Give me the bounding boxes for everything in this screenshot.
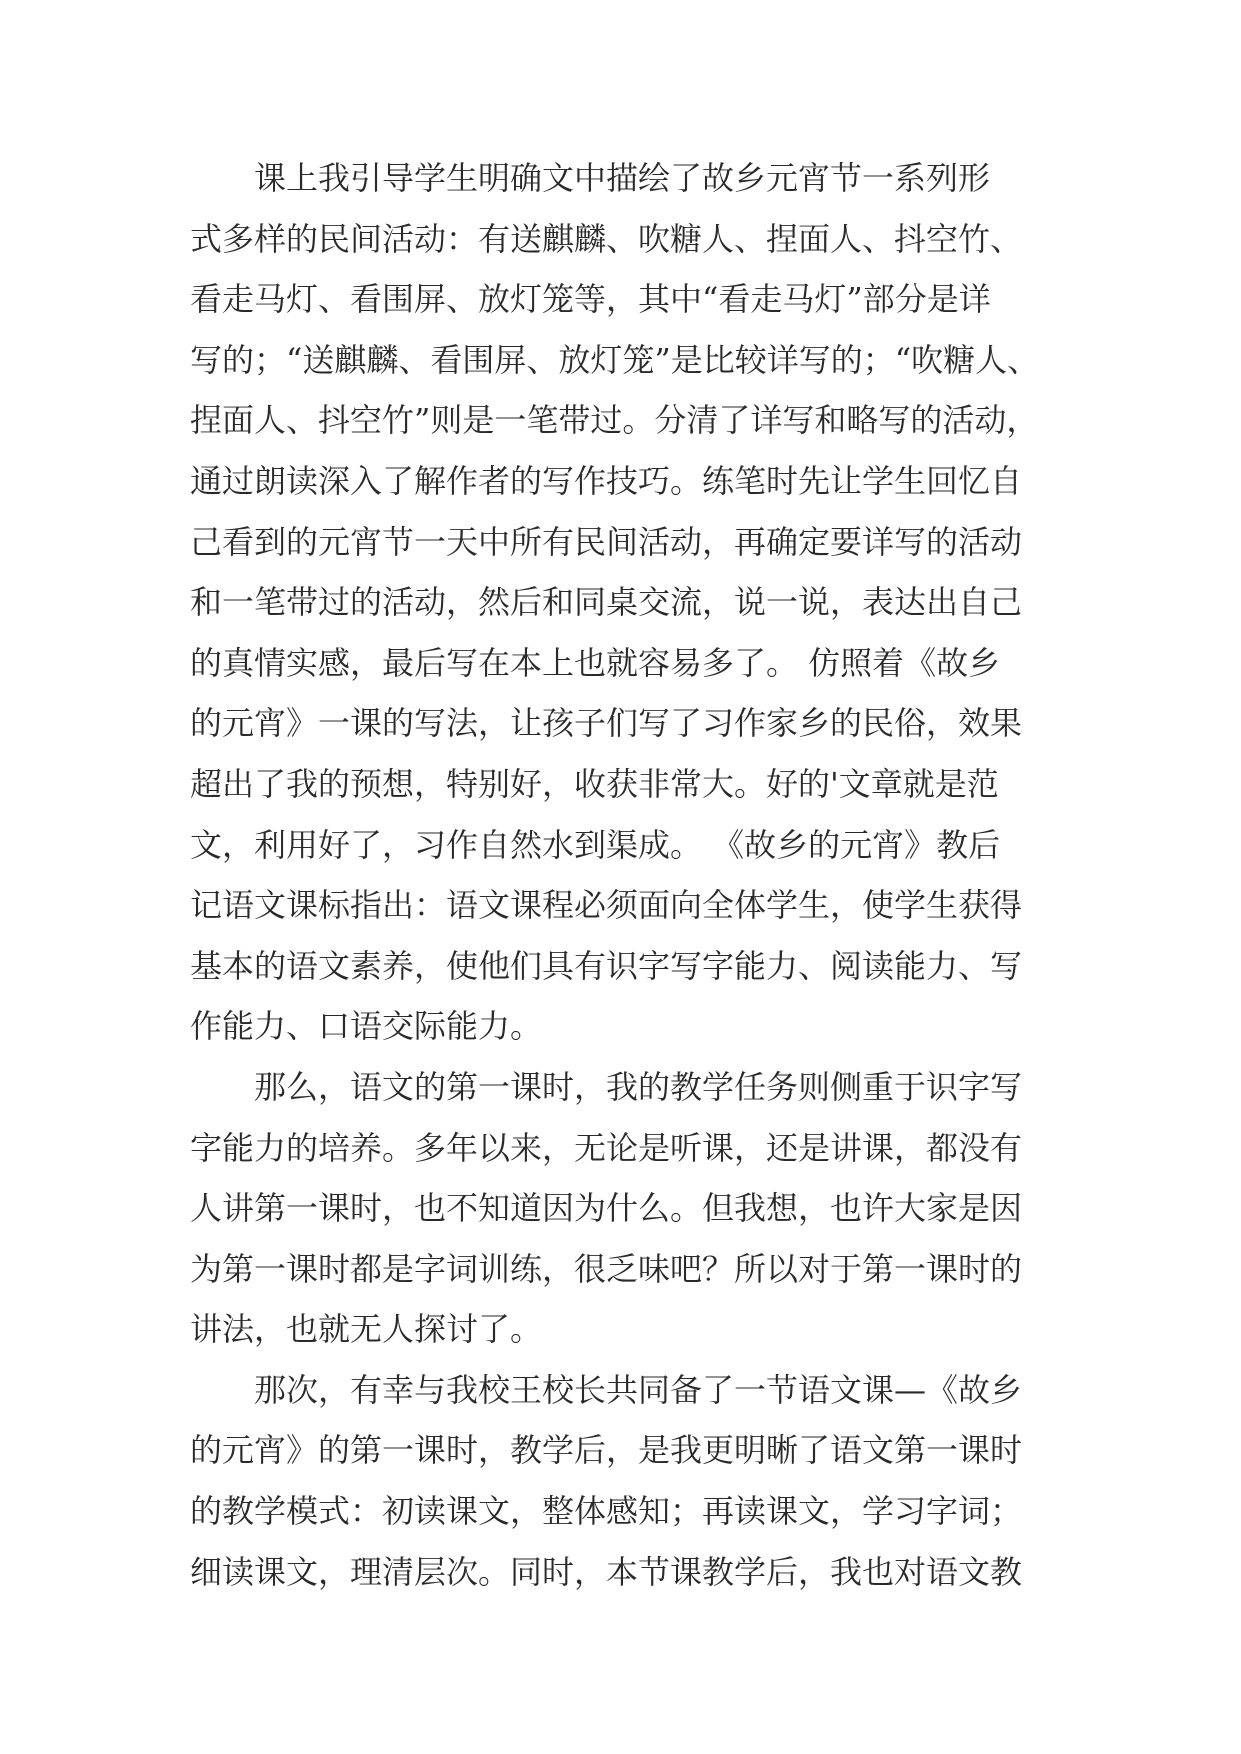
paragraph-line: 式多样的民间活动：有送麒麟、吹糖人、捏面人、抖空竹、	[190, 219, 1023, 258]
paragraph-line: 通过朗读深入了解作者的写作技巧。练笔时先让学生回忆自	[190, 461, 1023, 500]
paragraph-line: 记语文课标指出：语文课程必须面向全体学生，使学生获得	[190, 886, 1023, 925]
paragraph-line: 文，利用好了，习作自然水到渠成。 《故乡的元宵》教后	[190, 825, 1001, 864]
paragraph-line: 作能力、口语交际能力。	[190, 1007, 543, 1046]
paragraph-line: 那次，有幸与我校王校长共同备了一节语文课—《故乡	[254, 1370, 1023, 1409]
paragraph-line: 那么，语文的第一课时，我的教学任务则侧重于识字写	[254, 1067, 1023, 1106]
paragraph-line: 人讲第一课时，也不知道因为什么。但我想，也许大家是因	[190, 1189, 1023, 1228]
paragraph-line: 基本的语文素养，使他们具有识字写字能力、阅读能力、写	[190, 946, 1023, 985]
paragraph-line: 讲法，也就无人探讨了。	[190, 1310, 543, 1349]
paragraph-line: 捏面人、抖空竹”则是一笔带过。分清了详写和略写的活动，	[190, 401, 1039, 440]
paragraph-line: 的元宵》的第一课时，教学后，是我更明晰了语文第一课时	[190, 1431, 1023, 1470]
document-body	[190, 158, 1060, 1612]
paragraph-line: 的元宵》一课的写法，让孩子们写了习作家乡的民俗，效果	[190, 704, 1023, 743]
paragraph-line: 字能力的培养。多年以来，无论是听课，还是讲课，都没有	[190, 1128, 1023, 1167]
paragraph-line: 己看到的元宵节一天中所有民间活动，再确定要详写的活动	[190, 522, 1023, 561]
paragraph-line: 超出了我的预想，特别好，收获非常大。好的'文章就是范	[190, 764, 999, 803]
paragraph-line: 看走马灯、看围屏、放灯笼等，其中“看走马灯”部分是详	[190, 280, 991, 319]
paragraph-line: 写的；“送麒麟、看围屏、放灯笼”是比较详写的；“吹糖人、	[190, 340, 1040, 379]
paragraph-line: 的真情实感，最后写在本上也就容易多了。 仿照着《故乡	[190, 643, 1001, 682]
paragraph-line: 和一笔带过的活动，然后和同桌交流，说一说，表达出自己	[190, 583, 1023, 622]
paragraph-line: 的教学模式：初读课文，整体感知；再读课文，学习字词；	[190, 1492, 1023, 1531]
paragraph-line: 为第一课时都是字词训练，很乏味吧？所以对于第一课时的	[190, 1249, 1023, 1288]
paragraph-line: 课上我引导学生明确文中描绘了故乡元宵节一系列形	[254, 159, 991, 197]
paragraph-line: 细读课文，理清层次。同时，本节课教学后，我也对语文教	[190, 1552, 1023, 1591]
